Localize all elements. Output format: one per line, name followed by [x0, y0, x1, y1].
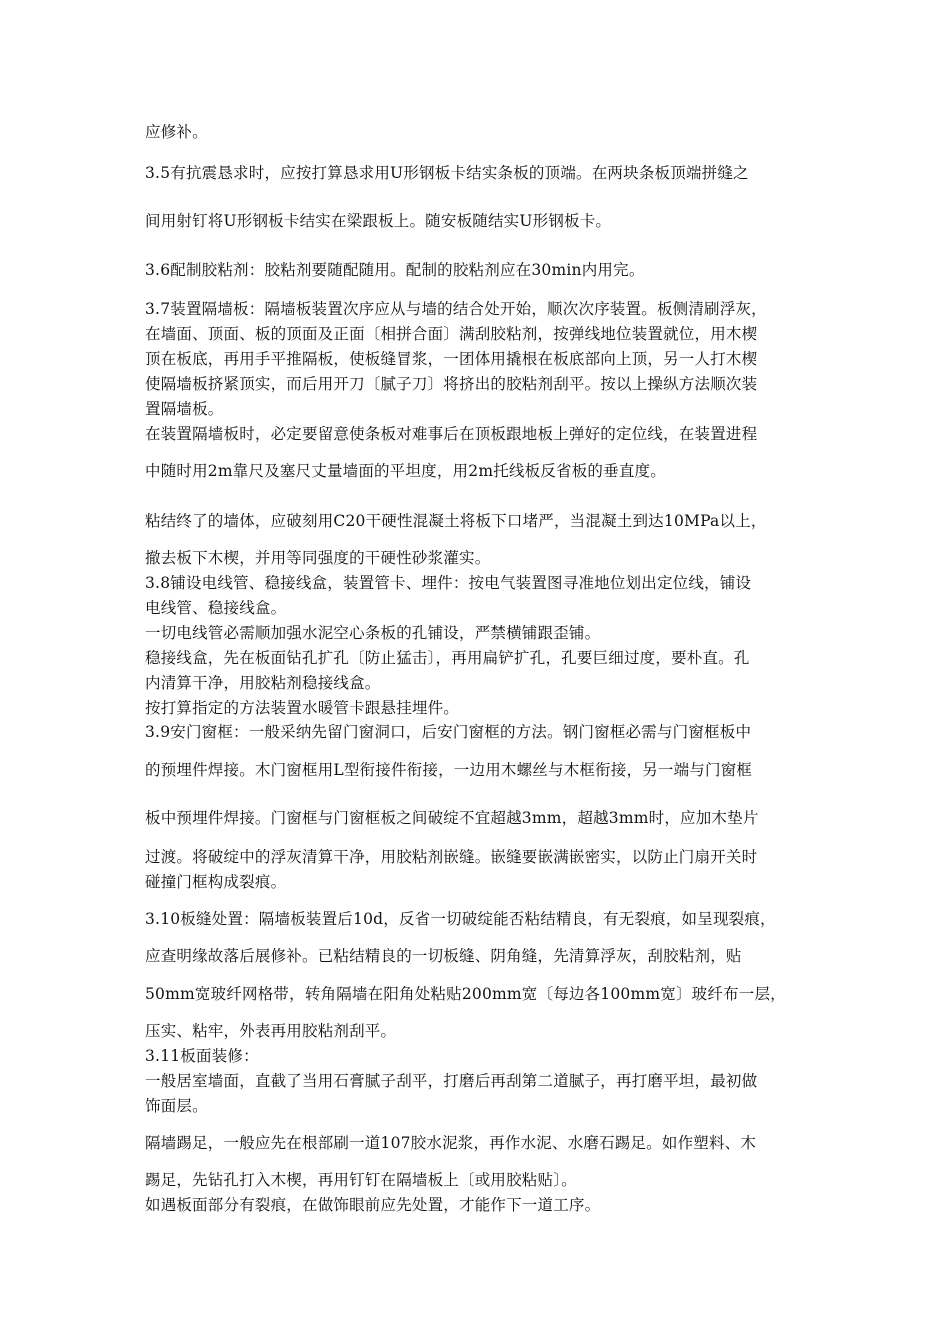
text-line: 一般居室墙面，直截了当用石膏腻子刮平，打磨后再刮第二道腻子，再打磨平坦，最初做 [145, 1072, 758, 1090]
text-line: 3.10板缝处置：隔墙板装置后10d，反省一切破绽能否粘结精良，有无裂痕，如呈现裂痕， [145, 910, 776, 928]
text-line: 电线管、稳接线盒。 [145, 599, 287, 617]
text-line: 在装置隔墙板时，必定要留意使条板对难事后在顶板跟地板上弹好的定位线，在装置进程 [145, 425, 758, 443]
text-line: 应修补。 [145, 123, 208, 141]
text-line: 撤去板下木楔，并用等同强度的干硬性砂浆灌实。 [145, 549, 491, 567]
text-line: 使隔墙板挤紧顶实，而后用开刀〔腻子刀〕将挤出的胶粘剂刮平。按以上操纵方法顺次装 [145, 375, 758, 393]
text-line: 3.6配制胶粘剂：胶粘剂要随配随用。配制的胶粘剂应在30min内用完。 [145, 261, 645, 279]
text-line: 50mm宽玻纤网格带，转角隔墙在阳角处粘贴200mm宽〔每边各100mm宽〕玻纤布一层， [145, 985, 786, 1003]
text-line: 置隔墙板。 [145, 400, 224, 418]
text-line: 踢足，先钻孔打入木楔，再用钉钉在隔墙板上〔或用胶粘贴〕。 [145, 1171, 577, 1189]
text-line: 的预埋件焊接。木门窗框用L型衔接件衔接，一边用木螺丝与木框衔接，另一端与门窗框 [145, 761, 753, 779]
text-line: 稳接线盒，先在板面钻孔扩孔〔防止猛击〕，再用扁铲扩孔，孔要巨细过度，要朴直。孔 [145, 649, 750, 667]
text-line: 粘结终了的墙体，应破刻用C20干硬性混凝土将板下口堵严，当混凝土到达10MPa以上， [145, 512, 767, 530]
text-line: 3.7装置隔墙板：隔墙板装置次序应从与墙的结合处开始，顺次次序装置。板侧清刷浮灰， [145, 300, 767, 318]
text-line: 顶在板底，再用手平推隔板，使板缝冒浆，一团体用撬根在板底部向上顶，另一人打木楔 [145, 350, 758, 368]
text-line: 板中预埋件焊接。门窗框与门窗框板之间破绽不宜超越3mm，超越3mm时，应加木垫片 [145, 809, 759, 827]
text-line: 3.11板面装修： [145, 1047, 259, 1065]
text-line: 3.9安门窗框：一般采纳先留门窗洞口，后安门窗框的方法。钢门窗框必需与门窗框板中 [145, 723, 752, 741]
text-line: 碰撞门框构成裂痕。 [145, 873, 287, 891]
text-line: 应查明缘故落后展修补。已粘结精良的一切板缝、阴角缝，先清算浮灰，刮胶粘剂，贴 [145, 947, 742, 965]
text-line: 压实、粘牢，外表再用胶粘剂刮平。 [145, 1022, 397, 1040]
text-line: 中随时用2m靠尺及塞尺丈量墙面的平坦度，用2m托线板反省板的垂直度。 [145, 462, 666, 480]
text-line: 间用射钉将U形钢板卡结实在梁跟板上。随安板随结实U形钢板卡。 [145, 212, 612, 230]
text-line: 在墙面、顶面、板的顶面及正面〔相拼合面〕满刮胶粘剂，按弹线地位装置就位，用木楔 [145, 325, 758, 343]
text-line: 过渡。将破绽中的浮灰清算干净，用胶粘剂嵌缝。嵌缝要嵌满嵌密实，以防止门扇开关时 [145, 848, 758, 866]
text-line: 饰面层。 [145, 1097, 208, 1115]
text-line: 3.8铺设电线管、稳接线盒，装置管卡、埋件：按电气装置图寻准地位划出定位线，铺设 [145, 574, 752, 592]
text-line: 一切电线管必需顺加强水泥空心条板的孔铺设，严禁横铺跟歪铺。 [145, 624, 601, 642]
text-line: 3.5有抗震恳求时，应按打算恳求用U形钢板卡结实条板的顶端。在两块条板顶端拼缝之 [145, 164, 749, 182]
text-line: 按打算指定的方法装置水暖管卡跟悬挂埋件。 [145, 699, 460, 717]
text-line: 内清算干净，用胶粘剂稳接线盒。 [145, 674, 381, 692]
text-line: 隔墙踢足，一般应先在根部刷一道107胶水泥浆，再作水泥、水磨石踢足。如作塑料、木 [145, 1134, 757, 1152]
text-line: 如遇板面部分有裂痕，在做饰眼前应先处置，才能作下一道工序。 [145, 1196, 601, 1214]
